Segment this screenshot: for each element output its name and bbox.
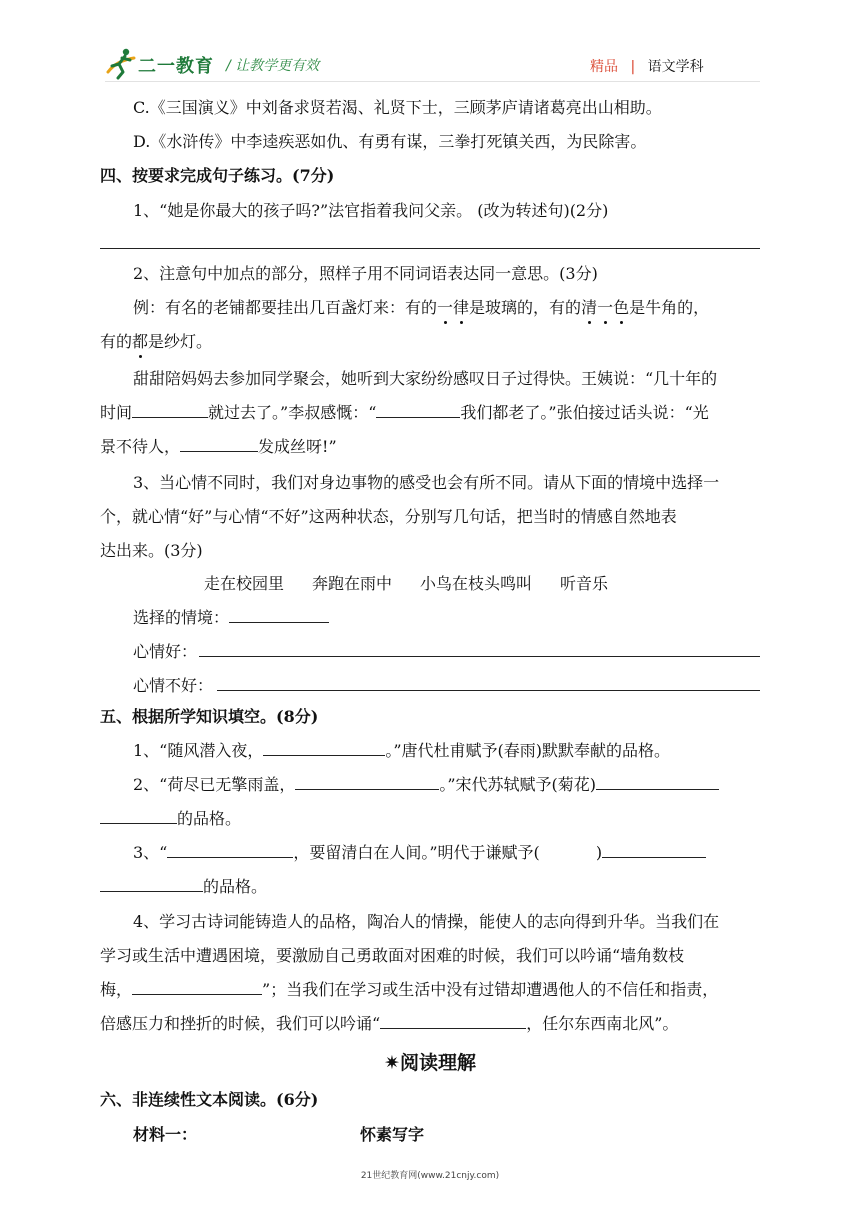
header-separator [105,81,760,82]
section-5-title: 五、根据所学知识填空。(8分) [100,707,319,726]
question-text: 的品格。 [203,877,268,896]
s5-q2 [133,774,719,796]
scenario-option: 走在校园里 [204,574,285,593]
s5-q4-line3 [100,979,718,1001]
scenario-option: 听音乐 [560,574,609,593]
passage-text: 就过去了。”李叔感慨：“ [208,403,377,422]
question-text: ) [595,843,603,862]
fill-blank[interactable] [100,876,203,892]
fill-blank[interactable] [596,774,719,790]
passage-text: 我们都老了。”张伯接过话头说：“光 [460,403,709,422]
fill-blank[interactable] [180,436,258,452]
header-divider: | [630,59,636,75]
question-text: ”；当我们在学习或生活中没有过错却遭遇他人的不信任和指责， [262,980,719,999]
s5-q2-cont [100,808,241,830]
question-text: 3、“ [133,843,168,862]
dotted-char: 一 [597,298,614,317]
question-text: 的品格。 [177,809,242,828]
s5-q4-line2: 学习或生活中遭遇困境，要激励自己勇敢面对困难的时候，我们可以吟诵“墙角数枝 [100,946,685,965]
s4-passage-line1: 甜甜陪妈妈去参加同学聚会，她听到大家纷纷感叹日子过得快。王姨说：“几十年的 [133,369,718,388]
s4-passage-line2 [100,402,709,424]
fill-blank[interactable] [602,842,706,858]
slogan: / 让教学更有效 [226,58,320,74]
question-text: 倍感压力和挫折的时候，我们可以吟诵“ [100,1014,381,1033]
passage-text: 发成丝呀!” [258,437,337,456]
s4-q3-line3: 达出来。(3分) [100,541,203,560]
dotted-char: 律 [453,298,470,317]
question-text: 。”唐代杜甫赋予(春雨)默默奉献的品格。 [385,741,671,760]
logo-text: 二一教育 [138,56,214,77]
example-text-b: 是玻璃的，有的 [469,298,582,317]
subject-label: 语文学科 [647,59,704,75]
reading-section-header: ✷阅读理解 [384,1052,476,1074]
section-6-title: 六、非连续性文本阅读。(6分) [100,1090,319,1109]
bad-mood-answer-line[interactable] [217,690,760,691]
s4-example-line2 [100,331,212,353]
passage-text: 时间 [100,403,133,422]
bad-mood-label: 心情不好： [133,676,214,695]
dotted-char: 一 [437,298,454,317]
example2-text-a: 有的 [100,332,133,351]
s4-q2: 2、注意句中加点的部分，照样子用不同词语表达同一意思。(3分) [133,264,598,283]
question-text: 1、“随风潜入夜， [133,741,264,760]
section-4-title: 四、按要求完成句子练习。(7分) [100,166,335,185]
s4-q3-line2: 个，就心情“好”与心情“不好”这两种状态，分别写几句话，把当时的情感自然地表 [100,507,677,526]
scenario-option: 小鸟在枝头鸣叫 [420,574,533,593]
question-text: 。”宋代苏轼赋予(菊花) [439,775,597,794]
question-text: 2、“荷尽已无擎雨盖， [133,775,296,794]
fill-blank[interactable] [167,842,293,858]
choice-label: 选择的情境： [133,608,230,627]
s4-q1: 1、“她是你最大的孩子吗?”法官指着我问父亲。 (改为转述句)(2分) [133,201,609,220]
fill-blank[interactable] [295,774,439,790]
s4-passage-line3 [100,436,337,458]
s5-q3-cont [100,876,267,898]
fill-blank[interactable] [132,402,208,418]
s5-q4-line1: 4、学习古诗词能铸造人的品格，陶冶人的情操，能使人的志向得到升华。当我们在 [133,912,720,931]
good-mood-answer-line[interactable] [199,656,760,657]
premium-tag: 精品 [590,59,618,75]
s4-q3-line1: 3、当心情不同时，我们对身边事物的感受也会有所不同。请从下面的情境中选择一 [133,473,720,492]
fill-blank[interactable] [263,740,385,756]
running-man-icon [104,46,138,80]
dotted-char: 色 [613,298,630,317]
example2-text-b: 是纱灯。 [148,332,213,351]
footer-source: 21世纪教育网(www.21cnjy.com) [360,1171,500,1181]
choice-blank[interactable] [229,607,329,623]
material-title: 怀素写字 [360,1125,425,1144]
question-text: ，任尔东西南北风”。 [526,1014,679,1033]
s4-example-line1 [133,297,709,319]
option-c: C.《三国演义》中刘备求贤若渴、礼贤下士，三顾茅庐请诸葛亮出山相助。 [133,98,662,117]
s5-q3 [133,842,706,864]
example-text-c: 是牛角的， [629,298,710,317]
question-text: ，要留清白在人间。”明代于谦赋予( [293,843,540,862]
example-text-a: 例：有名的老铺都要挂出几百盏灯来：有的 [133,298,438,317]
good-mood-label: 心情好： [133,642,198,661]
choice-row [133,607,329,629]
fill-blank[interactable] [132,979,262,995]
dotted-char: 都 [132,332,149,351]
fill-blank[interactable] [100,808,177,824]
option-d: D.《水浒传》中李逵疾恶如仇、有勇有谋，三拳打死镇关西，为民除害。 [133,132,647,151]
header-right [590,56,704,76]
fill-blank[interactable] [376,402,460,418]
passage-text: 景不待人， [100,437,181,456]
s5-q1 [133,740,670,762]
s5-q4-line4 [100,1013,678,1035]
question-text: 梅， [100,980,133,999]
scenario-options [204,573,608,595]
scenario-option: 奔跑在雨中 [312,574,393,593]
fill-blank[interactable] [380,1013,526,1029]
material-label: 材料一： [133,1125,198,1144]
dotted-char: 清 [581,298,598,317]
s4-q1-answer-line[interactable] [100,248,760,249]
